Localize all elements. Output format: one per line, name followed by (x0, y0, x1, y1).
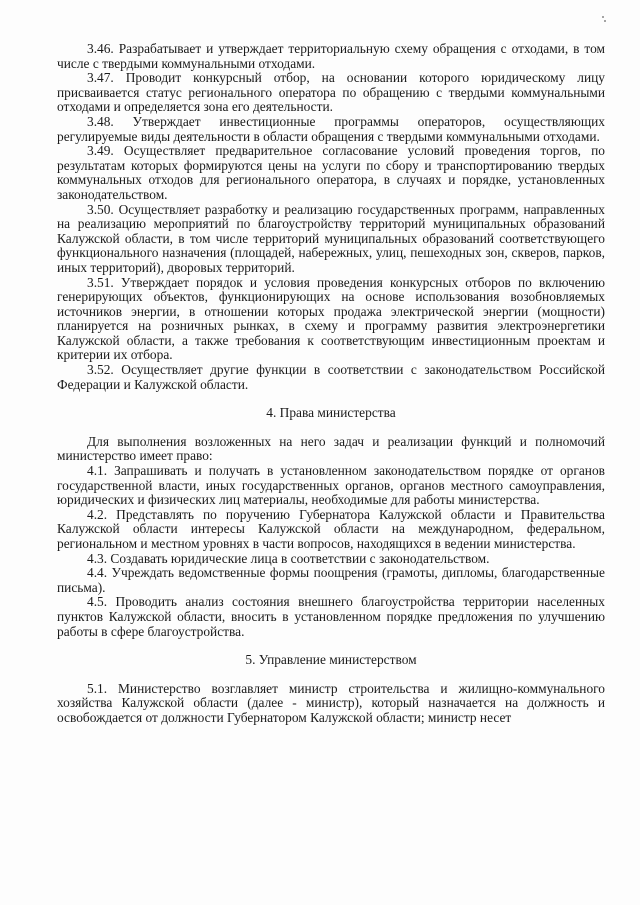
section-5-title: 5. Управление министерством (245, 652, 417, 668)
scan-speck (602, 16, 604, 18)
paragraph-4-2: 4.2. Представлять по поручению Губернатора Калужской области и Правительства Калужской области интересы Калужской области на международном, федеральном, региональном и местном уровнях в части вопросов, находящихся в ведении министерства. (57, 506, 605, 551)
paragraph-3-52: 3.52. Осуществляет другие функции в соответствии с законодательством Российской Федерации и Калужской области. (57, 362, 605, 392)
paragraph-3-49: 3.49. Осуществляет предварительное согласование условий проведения торгов, по результатам которых формируются цены на услуги по сбору и транспортированию твердых коммунальных отходов для регионального оператора, в случаях и порядке, установленных законодательством. (57, 143, 605, 202)
paragraph-4-1: 4.1. Запрашивать и получать в установленном законодательством порядке от органов государственной власти, иных государственных органов, органов местного самоуправления, юридических и физических лиц материалы, необходимые для работы министерства. (57, 463, 605, 508)
paragraph-3-48: 3.48. Утверждает инвестиционные программы операторов, осуществляющих регулируемые виды деятельности в области обращения с твердыми коммунальными отходами. (57, 113, 605, 144)
scan-speck (604, 20, 606, 22)
section-4-intro: Для выполнения возложенных на него задач и реализации функций и полномочий министерство имеет право: (57, 433, 605, 464)
paragraph-3-46: 3.46. Разрабатывает и утверждает территориальную схему обращения с отходами, в том числе с твердыми коммунальными отходами. (57, 41, 605, 71)
paragraph-4-4: 4.4. Учреждать ведомственные формы поощрения (грамоты, дипломы, благодарственные письма). (57, 565, 605, 595)
paragraph-4-3: 4.3. Создавать юридические лица в соответствии с законодательством. (87, 550, 490, 566)
section-4-title: 4. Права министерства (266, 405, 396, 421)
paragraph-3-50: 3.50. Осуществляет разработку и реализацию государственных программ, направленных на реализацию мероприятий по благоустройству территорий муниципальных образований Калужской области, в том числе территорий муниципальных образований соответствующего функционального назначения (площадей, набережных, улиц, пешеходных зон, скверов, парков, иных территорий), дворовых территорий. (57, 201, 605, 275)
paragraph-3-51: 3.51. Утверждает порядок и условия проведения конкурсных отборов по включению генерирующих объектов, функционирующих на основе использования возобновляемых источников энергии, в отношении которых продажа электрической энергии (мощности) планируется на розничных рынках, в схему и программу развития электроэнергетики Калужской области, а также требования к соответствующим инвестиционным проектам и критерии их отбора. (57, 274, 605, 363)
paragraph-4-5: 4.5. Проводить анализ состояния внешнего благоустройства территории населенных пунктов Калужской области, вносить в установленном порядке предложения по улучшению работы в сфере благоустройства. (57, 594, 605, 639)
paragraph-3-47: 3.47. Проводит конкурсный отбор, на основании которого юридическому лицу присваивается статус регионального оператора по обращению с твердыми коммунальными отходами и определяется зона его деятельности. (57, 70, 605, 115)
document-body (57, 42, 605, 726)
paragraph-5-1: 5.1. Министерство возглавляет министр строительства и жилищно-коммунального хозяйства Калужской области (далее - министр), который назначается на должность и освобождается от должности Губернатором Калужской области; министр несет (57, 680, 605, 725)
